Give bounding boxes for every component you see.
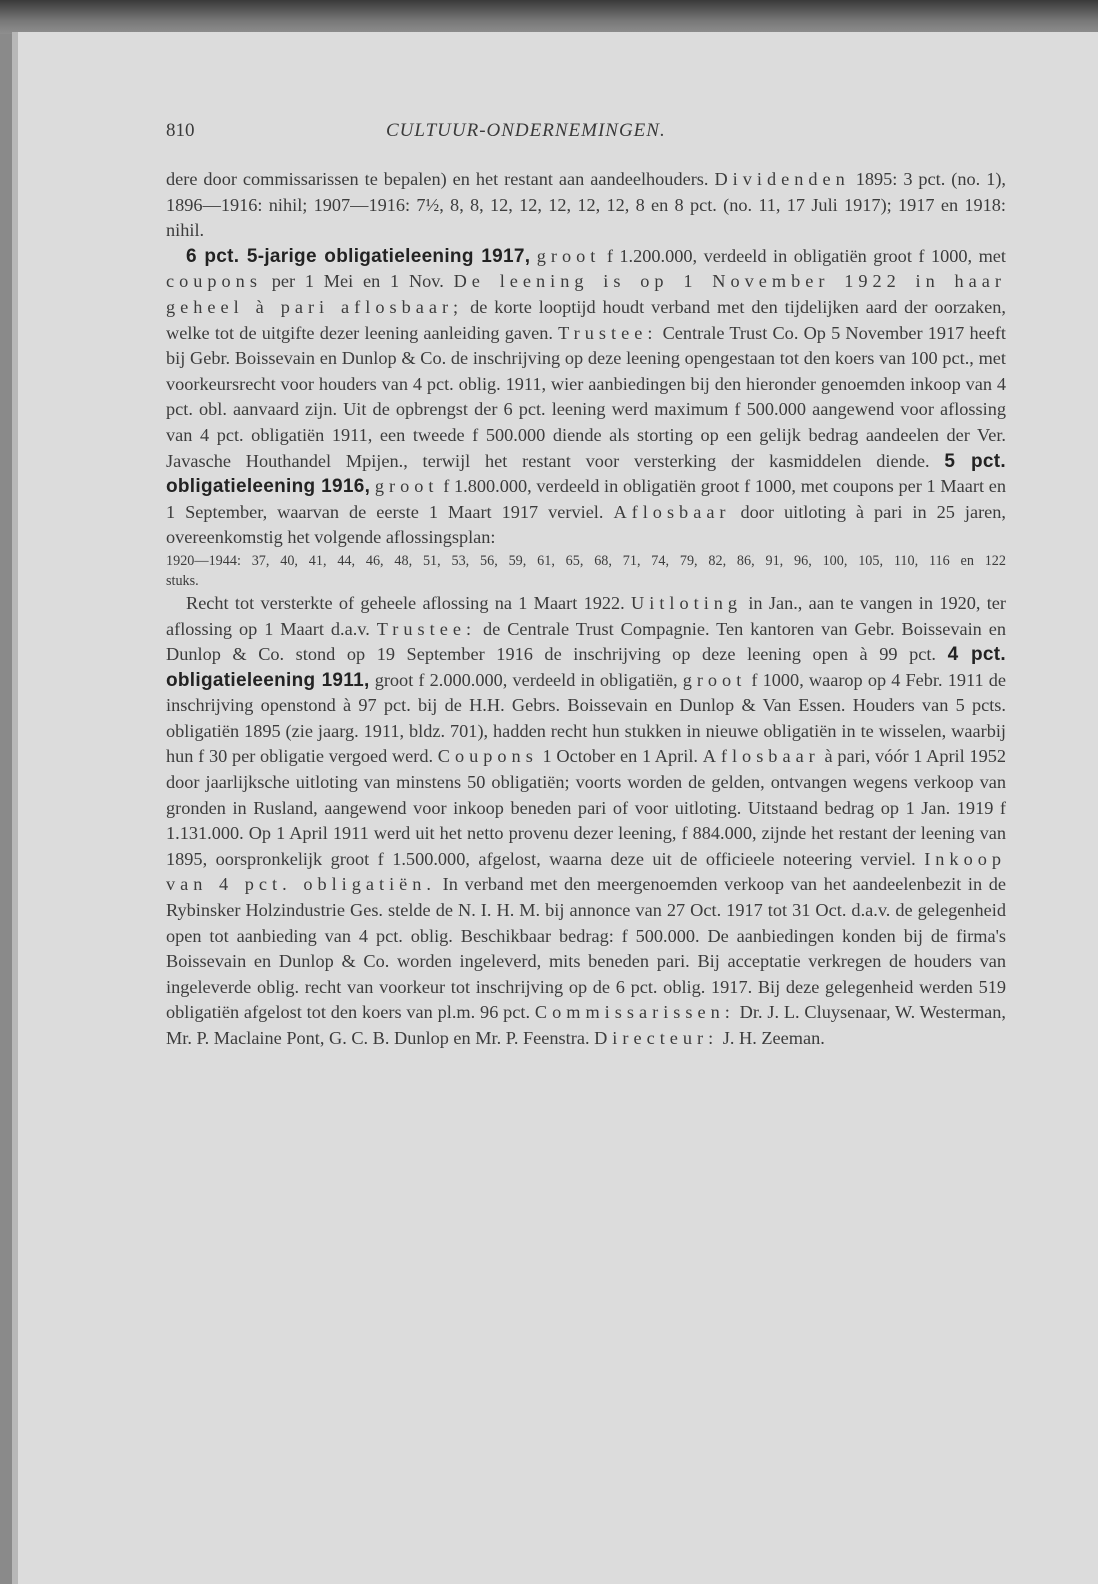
label-aflosbaar-clause: De leening is op 1 November 1922 in haar geheel à pari aflosbaar; — [166, 271, 1007, 317]
label-dividenden: Dividenden — [714, 169, 850, 189]
label-directeur: Directeur: — [594, 1028, 719, 1048]
text-span: per 1 Mei en 1 Nov. — [261, 271, 454, 292]
heading-loan-1911: 4 pct. obligatieleening 1911, — [166, 644, 1006, 691]
label-trustee: Trustee: — [376, 618, 477, 639]
paragraph-loan-1917 — [166, 244, 1006, 551]
running-title: CULTUUR-ONDERNEMINGEN. — [386, 120, 666, 141]
text-span: groot f 2.000.000, verdeeld in obligatiën, — [369, 669, 683, 690]
paragraph-dividends — [166, 167, 1006, 244]
label-groot: groot — [536, 245, 601, 266]
text-span: f 1.800.000, verdeeld in obligatiën groot f 1000, met coupons per 1 Maart en 1 September, waarvan de eerste 1 Maart 1917 verviel. — [166, 476, 1006, 522]
text-span: Recht tot versterkte of geheele aflossing na 1 Maart 1922. — [186, 592, 632, 613]
label-inkoop: Inkoop van 4 pct. obligatiën. — [166, 848, 1006, 895]
label-coupons: coupons — [166, 271, 262, 292]
text-span: Centrale Trust Co. Op 5 November 1917 heeft bij Gebr. Boissevain en Dunlop & Co. de inschrijving op deze leening opengestaan tot den koers van 100 pct., met voorkeursrecht voor houders van 4 pct. oblig. 1911, wier aanbiedingen bij den hieronder genoemden inkoop van 4 pct. obl. aanvaard zijn. Uit de opbrengst der 6 pct. leening werd maximum f 500.000 aangewend voor aflossing van 4 pct. obligatiën 1911, een tweede f 500.000 diende als storting op een gelijk bedrag aandeelen der Ver. Javasche Houthandel Mpijen., terwijl het restant voor versterking der kasmiddelen diende. — [166, 322, 1007, 471]
text-span: J. H. Zeeman. — [718, 1028, 825, 1048]
label-coupons: Coupons — [437, 746, 538, 767]
text-span: de korte looptijd houdt verband met den tijdelijken aard der oorzaken, welke tot de uitgifte dezer leening aanleiding gaven. — [166, 296, 1006, 343]
heading-loan-1917: 6 pct. 5-jarige obligatieleening 1917, — [186, 245, 531, 267]
label-uitloting: Uitloting — [631, 592, 743, 613]
text-span: 1 October en 1 April. — [537, 746, 703, 767]
label-aflosbaar: Aflosbaar — [702, 746, 820, 767]
text-span: de Centrale Trust Compagnie. Ten kantoren van Gebr. Boissevain en Dunlop & Co. stond op 19 September 1916 de inschrijving op deze leening open à 99 pct. — [166, 618, 1006, 665]
text-span: In verband met den meergenoemden verkoop van het aandeelenbezit in de Rybinsker Holzindustrie Ges. stelde de N. I. H. M. bij annonce van 27 Oct. 1917 tot 31 Oct. d.a.v. de gelegenheid open tot aanbieding van 4 pct. oblig. Beschikbaar bedrag: f 500.000. De aanbiedingen konden bij de firma's Boissevain en Dunlop & Co. worden ingeleverd, mits beneden pari. Bij acceptatie verkregen de houders van ingeleverde oblig. recht van voorkeur tot inschrijving op de 6 pct. oblig. 1917. Bij deze gelegenheid werden 519 obligatiën afgelost tot den koers van pl.m. 96 pct. — [166, 874, 1006, 1023]
text-span: à pari, vóór 1 April 1952 door jaarlijksche uitloting van minstens 50 obligatiën; voorts worden de gelden, ontvangen wegens verkoop van gronden in Rusland, aangewend voor inkoop beneden pari of voor uitloting. Uitstaand bedrag op 1 Jan. 1919 f 1.131.000. Op 1 April 1911 werd uit het netto provenu dezer leening, f 884.000, zijnde het restant der leening van 1895, oorspronkelijk groot f 1.500.000, afgelost, waarna deze uit de officieele noteering verviel. — [166, 746, 1006, 869]
text-span: in Jan., aan te vangen in 1920, ter aflossing op 1 Maart d.a.v. — [166, 592, 1007, 639]
scan-edge — [0, 0, 1098, 34]
page-number: 810 — [166, 120, 195, 141]
text-span: f 1000, waarop op 4 Febr. 1911 de inschrijving openstond à 97 pct. bij de H.H. Gebrs. Boissevain en Dunlop & Van Essen. Houders van 5 pcts. obligatiën 1895 (zie jaarg. 1911, bldz. 701), hadden recht hun stukken in nieuwe obligatiën in te wisselen, waarbij hun f 30 per obligatie vergoed werd. — [166, 669, 1006, 767]
redemption-schedule: 1920—1944: 37, 40, 41, 44, 46, 48, 51, 53, 56, 59, 61, 65, 68, 71, 74, 79, 82, 86, 91, 96, 100, 105, 110, 116 en 122 stuks. — [166, 552, 1006, 589]
body-text — [166, 167, 1006, 1052]
label-groot: groot — [374, 476, 439, 497]
heading-loan-1916: 5 pct. obligatieleening 1916, — [166, 450, 1006, 498]
text-span: Dr. J. L. Cluysenaar, W. Westerman, Mr. P. Maclaine Pont, G. C. B. Dunlop en Mr. P. Feenstra. — [166, 1002, 1007, 1048]
paragraph-loan-1916-cont — [166, 591, 1006, 1052]
label-groot: groot — [682, 669, 747, 690]
text-span: door uitloting à pari in 25 jaren, overeenkomstig het volgende aflossingsplan: — [166, 501, 1006, 548]
text-span: f 1.200.000, verdeeld in obligatiën groot f 1000, met — [600, 245, 1006, 266]
label-aflosbaar: Aflosbaar — [613, 501, 731, 522]
running-head — [166, 120, 1006, 146]
label-trustee: Trustee: — [558, 322, 658, 343]
text-span: 1895: 3 pct. (no. 1), 1896—1916: nihil; 1907—1916: 7½, 8, 8, 12, 12, 12, 12, 12, 8 en 8 pct. (no. 11, 17 Juli 1917); 1917 en 1918: nihil. — [166, 169, 1006, 241]
text-span: dere door commissarissen te bepalen) en het restant aan aandeelhouders. — [166, 169, 709, 189]
label-commissarissen: Commissarissen: — [534, 1002, 735, 1023]
document-page — [12, 32, 1098, 1584]
